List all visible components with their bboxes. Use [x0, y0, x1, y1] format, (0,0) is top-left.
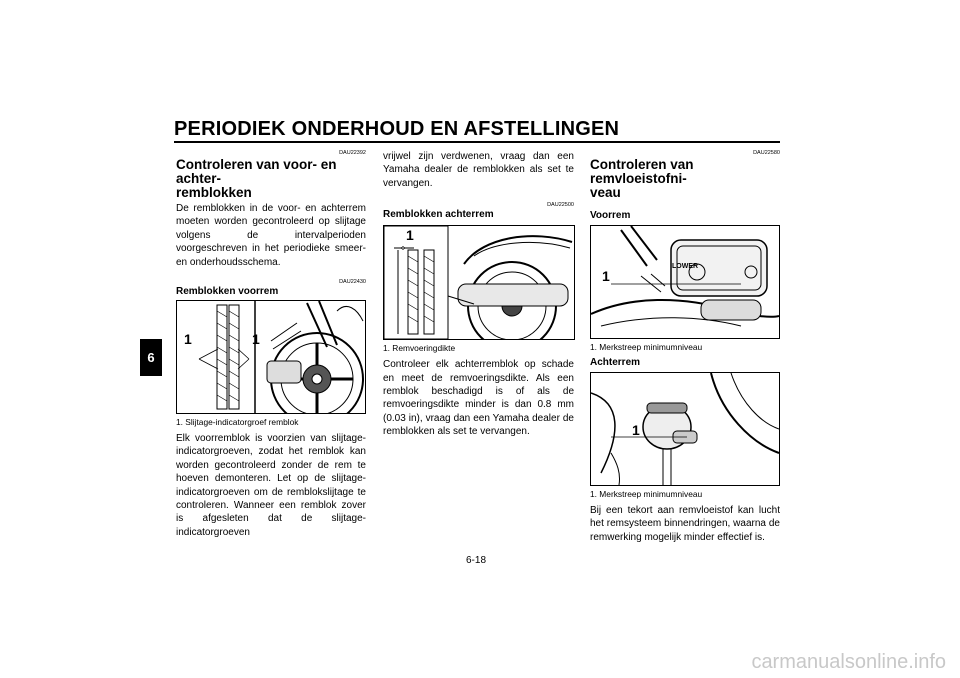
header-rule	[174, 141, 780, 143]
column-1	[176, 150, 366, 539]
figure-callout: 1	[184, 331, 192, 348]
front-brake-figure	[176, 300, 366, 414]
section-code: DAU22430	[339, 279, 366, 286]
figure-callout: 1	[406, 227, 414, 244]
front-reservoir-figure	[590, 225, 780, 339]
figure-caption: 1. Remvoeringdikte	[383, 343, 456, 354]
section-code: DAU22500	[547, 202, 574, 209]
page-title: PERIODIEK ONDERHOUD EN AFSTELLINGEN	[174, 118, 620, 140]
figure-caption: 1. Merkstreep minimumniveau	[590, 342, 703, 352]
rear-reservoir-figure	[590, 372, 780, 486]
column-2	[383, 150, 574, 439]
paragraph: vrijwel zijn verdwenen, vraag dan een Yamaha dealer de remblokken als set te vervangen.	[383, 151, 574, 189]
paragraph: Elk voorremblok is voorzien van slijtage-indicatorgroeven, zodat het remblok kan worden gecontroleerd zonder de rem te hoeven demonteren. Let op de slijtage-indicatorgroeven om de remblokslijtage te controleren. Wanneer een remblok zover is afgesleten dat de slijtage-indicatorgroeven	[176, 433, 366, 538]
column-3	[590, 150, 780, 544]
rear-brake-figure	[383, 225, 575, 340]
section-heading: Controleren van remvloeistofni- veau	[590, 157, 694, 200]
rear-reservoir-illustration	[591, 373, 779, 485]
paragraph: Bij een tekort aan remvloeistof kan lucht het remsysteem binnendringen, waarna de remwerking mogelijk minder effectief is.	[590, 505, 780, 543]
paragraph: Controleer elk achterremblok op schade en meet de remvoeringsdikte. Als een remblok beschadigd is of als de remvoeringsdikte minder is dan 0.8 mm (0.03 in), vraag dan een Yamaha dealer de remblokken als set te vervangen.	[383, 359, 574, 438]
front-reservoir-illustration	[591, 226, 779, 338]
chapter-tab: 6	[140, 339, 162, 376]
subsection-heading: Remblokken voorrem	[176, 286, 279, 298]
section-code: DAU22392	[339, 150, 366, 156]
subsection-heading: Achterrem	[590, 357, 641, 368]
figure-callout: 1	[602, 268, 610, 284]
subsection-heading: Remblokken achterrem	[383, 209, 494, 221]
section-heading: Controleren van voor- en achter- remblokken	[176, 157, 337, 200]
section-code: DAU22580	[753, 150, 780, 156]
figure-callout: 1	[252, 331, 260, 348]
front-brake-illustration	[177, 301, 365, 413]
lower-mark-label: LOWER	[672, 263, 699, 270]
paragraph: De remblokken in de voor- en achterrem moeten worden gecontroleerd op slijtage volgens de intervalperioden voorgeschreven in het periodieke smeer- en onderhoudsschema.	[176, 203, 366, 268]
watermark: carmanualsonline.info	[751, 651, 946, 673]
subsection-heading: Voorrem	[590, 210, 631, 221]
page-number: 6-18	[466, 555, 487, 566]
figure-caption: 1. Merkstreep minimumniveau	[590, 489, 703, 499]
figure-callout: 1	[632, 422, 640, 438]
figure-caption: 1. Slijtage-indicatorgroef remblok	[176, 417, 299, 428]
